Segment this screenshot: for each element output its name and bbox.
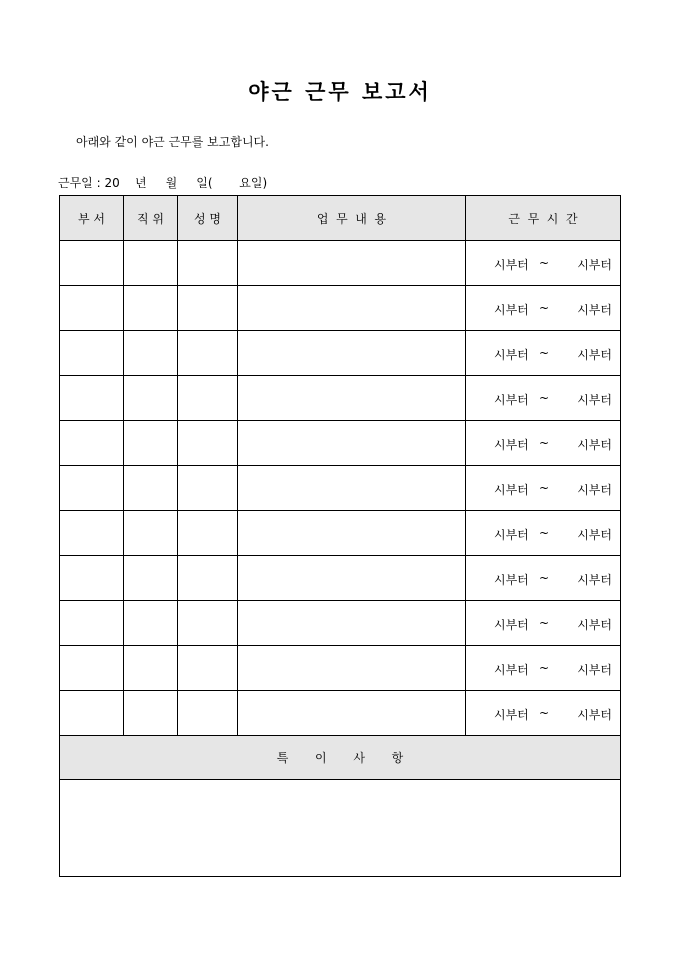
table-row <box>60 556 621 601</box>
position-cell[interactable] <box>124 601 178 646</box>
time-to-label: 시부터 <box>577 258 612 272</box>
time-cell[interactable] <box>466 601 621 646</box>
time-to-label: 시부터 <box>577 303 612 317</box>
task-cell[interactable] <box>238 601 466 646</box>
time-tilde: ~ <box>539 436 550 450</box>
time-cell[interactable] <box>466 241 621 286</box>
notes-body-row <box>60 780 621 877</box>
task-cell[interactable] <box>238 511 466 556</box>
position-cell[interactable] <box>124 511 178 556</box>
time-to-label: 시부터 <box>577 348 612 362</box>
task-cell[interactable] <box>238 556 466 601</box>
time-from-label: 시부터 <box>494 528 529 542</box>
dept-cell[interactable] <box>60 646 124 691</box>
table-row <box>60 376 621 421</box>
position-cell[interactable] <box>124 556 178 601</box>
time-from-label: 시부터 <box>494 573 529 587</box>
time-tilde: ~ <box>539 391 550 405</box>
time-to-label: 시부터 <box>577 663 612 677</box>
header-position: 직 위 <box>124 196 178 241</box>
position-cell[interactable] <box>124 466 178 511</box>
task-cell[interactable] <box>238 376 466 421</box>
time-from-label: 시부터 <box>494 348 529 362</box>
dept-cell[interactable] <box>60 241 124 286</box>
name-cell[interactable] <box>178 376 238 421</box>
time-from-label: 시부터 <box>494 618 529 632</box>
dept-cell[interactable] <box>60 691 124 736</box>
dept-cell[interactable] <box>60 331 124 376</box>
name-cell[interactable] <box>178 331 238 376</box>
intro-text: 아래와 같이 야근 근무를 보고합니다. <box>76 135 269 149</box>
table-row <box>60 241 621 286</box>
table-header-row <box>60 196 621 241</box>
time-to-label: 시부터 <box>577 573 612 587</box>
time-cell[interactable] <box>466 691 621 736</box>
table-row <box>60 421 621 466</box>
task-cell[interactable] <box>238 421 466 466</box>
notes-header-row <box>60 736 621 780</box>
dept-cell[interactable] <box>60 421 124 466</box>
dept-cell[interactable] <box>60 376 124 421</box>
time-tilde: ~ <box>539 571 550 585</box>
time-cell[interactable] <box>466 556 621 601</box>
position-cell[interactable] <box>124 376 178 421</box>
dept-cell[interactable] <box>60 286 124 331</box>
name-cell[interactable] <box>178 556 238 601</box>
time-to-label: 시부터 <box>577 618 612 632</box>
task-cell[interactable] <box>238 331 466 376</box>
header-name: 성 명 <box>178 196 238 241</box>
time-tilde: ~ <box>539 481 550 495</box>
report-table <box>59 195 621 877</box>
page-title: 야근 근무 보고서 <box>248 79 432 104</box>
name-cell[interactable] <box>178 421 238 466</box>
time-from-label: 시부터 <box>494 483 529 497</box>
time-from-label: 시부터 <box>494 438 529 452</box>
time-from-label: 시부터 <box>494 708 529 722</box>
time-tilde: ~ <box>539 706 550 720</box>
task-cell[interactable] <box>238 241 466 286</box>
position-cell[interactable] <box>124 241 178 286</box>
time-cell[interactable] <box>466 466 621 511</box>
time-cell[interactable] <box>466 421 621 466</box>
table-row <box>60 286 621 331</box>
time-tilde: ~ <box>539 256 550 270</box>
position-cell[interactable] <box>124 286 178 331</box>
table-row <box>60 466 621 511</box>
time-to-label: 시부터 <box>577 708 612 722</box>
task-cell[interactable] <box>238 691 466 736</box>
time-tilde: ~ <box>539 616 550 630</box>
time-cell[interactable] <box>466 286 621 331</box>
position-cell[interactable] <box>124 646 178 691</box>
time-to-label: 시부터 <box>577 393 612 407</box>
time-tilde: ~ <box>539 661 550 675</box>
name-cell[interactable] <box>178 286 238 331</box>
task-cell[interactable] <box>238 646 466 691</box>
notes-input-area[interactable] <box>60 780 621 877</box>
position-cell[interactable] <box>124 331 178 376</box>
dept-cell[interactable] <box>60 466 124 511</box>
header-dept: 부 서 <box>60 196 124 241</box>
workday-line: 근무일 : 20 년 월 일( 요일) <box>58 176 268 190</box>
time-from-label: 시부터 <box>494 393 529 407</box>
header-task: 업 무 내 용 <box>238 196 466 241</box>
time-cell[interactable] <box>466 511 621 556</box>
name-cell[interactable] <box>178 241 238 286</box>
time-cell[interactable] <box>466 376 621 421</box>
time-cell[interactable] <box>466 646 621 691</box>
time-from-label: 시부터 <box>494 258 529 272</box>
task-cell[interactable] <box>238 466 466 511</box>
dept-cell[interactable] <box>60 556 124 601</box>
table-row <box>60 331 621 376</box>
position-cell[interactable] <box>124 691 178 736</box>
time-to-label: 시부터 <box>577 483 612 497</box>
name-cell[interactable] <box>178 646 238 691</box>
time-to-label: 시부터 <box>577 528 612 542</box>
time-tilde: ~ <box>539 526 550 540</box>
table-row <box>60 691 621 736</box>
notes-header: 특 이 사 항 <box>60 736 621 780</box>
time-cell[interactable] <box>466 331 621 376</box>
time-tilde: ~ <box>539 346 550 360</box>
table-row <box>60 511 621 556</box>
task-cell[interactable] <box>238 286 466 331</box>
dept-cell[interactable] <box>60 511 124 556</box>
time-to-label: 시부터 <box>577 438 612 452</box>
position-cell[interactable] <box>124 421 178 466</box>
table-row <box>60 601 621 646</box>
time-from-label: 시부터 <box>494 303 529 317</box>
time-from-label: 시부터 <box>494 663 529 677</box>
header-time: 근 무 시 간 <box>466 196 621 241</box>
name-cell[interactable] <box>178 691 238 736</box>
table-row <box>60 646 621 691</box>
name-cell[interactable] <box>178 466 238 511</box>
name-cell[interactable] <box>178 511 238 556</box>
time-tilde: ~ <box>539 301 550 315</box>
name-cell[interactable] <box>178 601 238 646</box>
dept-cell[interactable] <box>60 601 124 646</box>
